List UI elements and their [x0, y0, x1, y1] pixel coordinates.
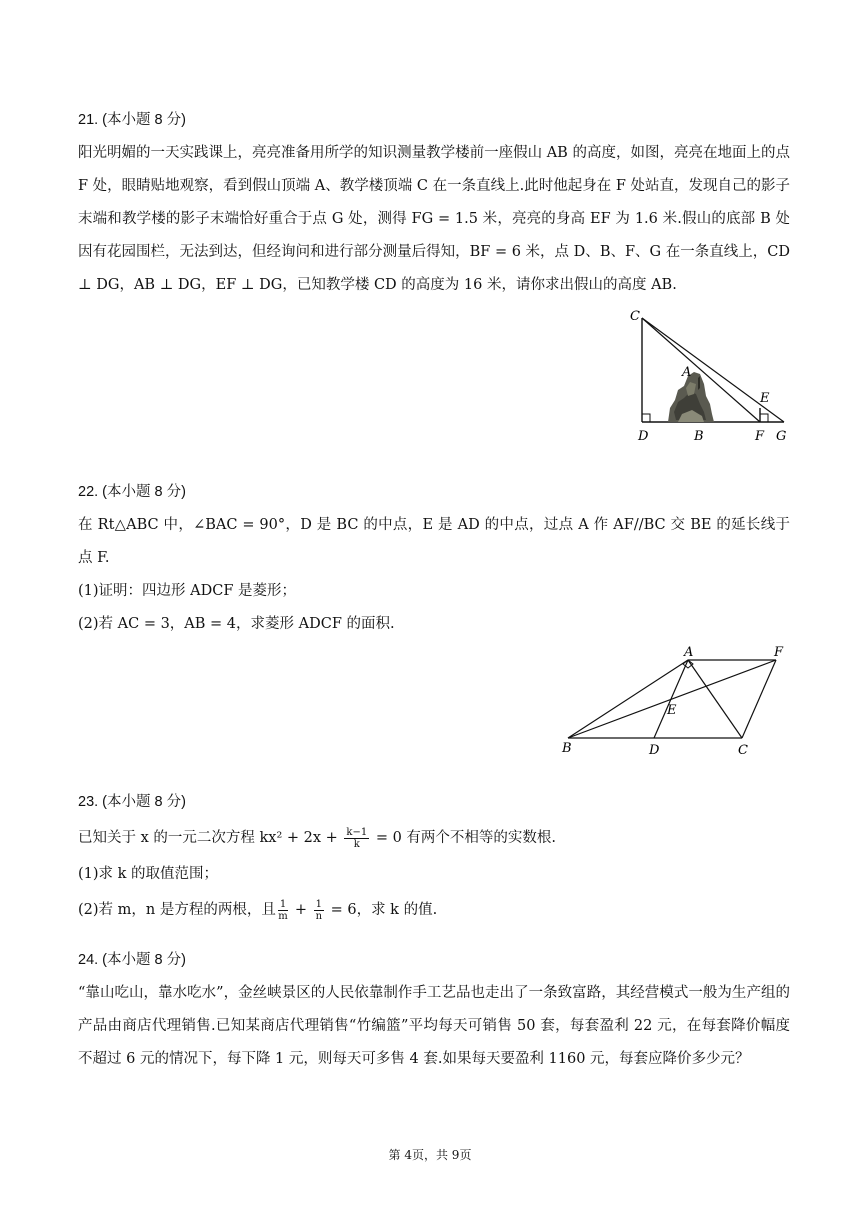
label-E: E [760, 391, 770, 406]
question-23-heading: 23. (本小题 8 分) [78, 794, 186, 810]
page-footer: 第 4页，共 9页 [388, 1148, 472, 1162]
question-24 [78, 944, 790, 1076]
figure-21 [612, 304, 796, 448]
fraction-1-over-n: $\frac{1}{n}$ [315, 898, 323, 922]
question-22 [78, 476, 790, 641]
question-24-heading: 24. (本小题 8 分) [78, 952, 186, 968]
question-23-stem-end: = 0 有两个不相等的实数根. [371, 830, 557, 846]
label-F: F [755, 429, 765, 444]
question-21 [78, 104, 790, 302]
question-23-part1: (1)求 k 的取值范围； [78, 866, 219, 882]
question-22-part1: (1)证明：四边形 ADCF 是菱形； [78, 583, 297, 599]
question-22-body: 在 Rt△ABC 中，∠BAC = 90°，D 是 BC 的中点，E 是 AD 的中点，过点 A 作 AF//BC 交 BE 的延长线于点 F. [78, 517, 790, 566]
label-B: B [562, 741, 572, 756]
label-F: F [774, 645, 784, 660]
label-A: A [684, 645, 694, 660]
question-21-heading: 21. (本小题 8 分) [78, 112, 186, 128]
label-A: A [682, 365, 692, 380]
question-23 [78, 786, 790, 929]
fraction-1-over-m: $\frac{1}{m}$ [278, 898, 288, 922]
question-23-stem [78, 819, 790, 857]
label-D: D [638, 429, 649, 444]
label-B: B [694, 429, 704, 444]
label-C: C [630, 309, 640, 324]
question-22-part2: (2)若 AC = 3，AB = 4，求菱形 ADCF 的面积. [78, 616, 395, 632]
question-23-stem-start: 已知关于 x 的一元二次方程 kx² + 2x + [78, 830, 343, 846]
label-E: E [667, 703, 677, 718]
question-24-body: “靠山吃山，靠水吃水”，金丝峡景区的人民依靠制作手工艺品也走出了一条致富路，其经营模式一般为生产组的产品由商店代理销售.已知某商店代理销售“竹编篮”平均每天可销售 50 套，每套盈利 22 元，在每套降价幅度不超过 6 元的情况下，每下降 1 元，则每天可多售 4 套.如果每天要盈利 1160 元，每套应降价多少元？ [78, 985, 790, 1067]
question-23-part2: (2)若 m，n 是方程的两根，且 $\frac{1}{m}$ + $\frac{1}{n}$ = 6，求 k 的值. [78, 898, 438, 922]
label-D: D [649, 743, 660, 758]
fraction-k-minus-1-over-k: $\frac{k-1}{k}$ [346, 826, 368, 850]
question-21-body: 阳光明媚的一天实践课上，亮亮准备用所学的知识测量教学楼前一座假山 AB 的高度，如图，亮亮在地面上的点 F 处，眼睛贴地观察，看到假山顶端 A、教学楼顶端 C 在一条直线上.此时他起身在 F 处站直，发现自己的影子末端和教学楼的影子末端恰好重合于点 G 处，测得 FG = 1.5 米，亮亮的身高 EF 为 1.6 米.假山的底部 B 处因有花园围栏，无法到达，但经询问和进行部分测量后得知，BF = 6 米，点 D、B、F、G 在一条直线上，CD ⊥ DG，AB ⊥ DG，EF ⊥ DG，已知教学楼 CD 的高度为 16 米，请你求出假山的高度 AB. [78, 145, 790, 293]
question-22-heading: 22. (本小题 8 分) [78, 484, 186, 500]
figure-22 [558, 642, 796, 758]
label-G: G [776, 429, 787, 444]
label-C: C [738, 743, 748, 758]
